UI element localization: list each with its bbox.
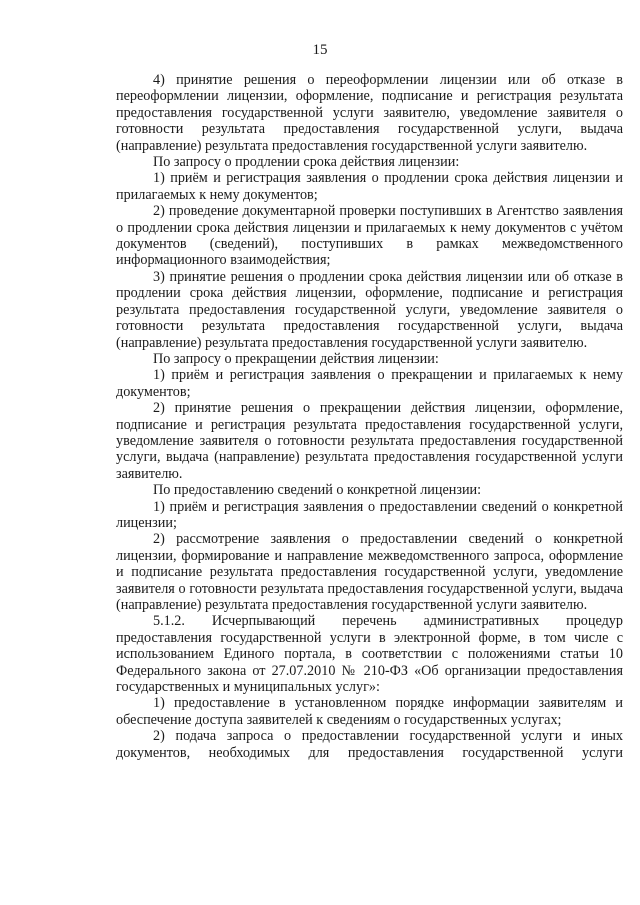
paragraph-extension-step-1: 1) приём и регистрация заявления о продлении срока действия лицензии и прилагаемых к нему документов; (116, 170, 623, 203)
paragraph-license-info-step-1: 1) приём и регистрация заявления о предоставлении сведений о конкретной лицензии; (116, 498, 623, 531)
paragraph-extension-step-3: 3) принятие решения о продлении срока действия лицензии или об отказе в продлении срока действия лицензии, оформление, подписание и регистрация результата предоставления государственной услуги, уведомление заявителя о готовности результата предоставления государственной услуги, выдача (направление) результата предоставления государственной услуги заявителю. (116, 268, 623, 351)
paragraph-reissue-decision: 4) принятие решения о переоформлении лицензии или об отказе в переоформлении лицензии, оформление, подписание и регистрация результата предоставления государственной услуги заявителю, уведомление заявителя о готовности результата предоставления государственной услуги, выдача (направление) результата предоставления государственной услуги заявителю. (116, 72, 623, 154)
section-heading-license-info: По предоставлению сведений о конкретной лицензии: (153, 482, 482, 499)
paragraph-license-info-step-2: 2) рассмотрение заявления о предоставлении сведений о конкретной лицензии, формирование и направление межведомственного запроса, оформление и подписание результата предоставления государственной услуги, уведомление заявителя о готовности результата предоставления государственной услуги, выдача (направление) результата предоставления государственной услуги заявителю. (116, 531, 623, 613)
paragraph-extension-step-2: 2) проведение документарной проверки поступивших в Агентство заявления о продлении срока действия лицензии и прилагаемых к нему документов с учётом документов (сведений), поступивших в рамках межведомственного информационного взаимодействия; (116, 203, 623, 269)
paragraph-electronic-step-1: 1) предоставление в установленном порядке информации заявителям и обеспечение доступа заявителей к сведениям о государственных услугах; (116, 695, 623, 728)
paragraph-termination-step-1: 1) приём и регистрация заявления о прекращении и прилагаемых к нему документов; (116, 367, 623, 400)
paragraph-termination-step-2: 2) принятие решения о прекращении действия лицензии, оформление, подписание и регистрация результата предоставления государственной услуги, уведомление заявителя о готовности результата предоставления государственной услуги, выдача (направление) результата предоставления государственной услуги заявителю. (116, 400, 623, 482)
page-number: 15 (312, 42, 328, 58)
paragraph-electronic-step-2: 2) подача запроса о предоставлении государственной услуги и иных документов, необходимых для предоставления государственной услуги (116, 728, 623, 761)
section-heading-termination: По запросу о прекращении действия лицензии: (153, 350, 439, 367)
document-body (116, 72, 623, 761)
section-heading-extension: По запросу о продлении срока действия лицензии: (153, 154, 460, 171)
paragraph-5-1-2: 5.1.2. Исчерпывающий перечень административных процедур предоставления государственной услуги в электронной форме, в том числе с использованием Единого портала, в соответствии с положениями статьи 10 Федерального закона от 27.07.2010 № 210-ФЗ «Об организации предоставления государственных и муниципальных услуг»: (116, 613, 623, 696)
